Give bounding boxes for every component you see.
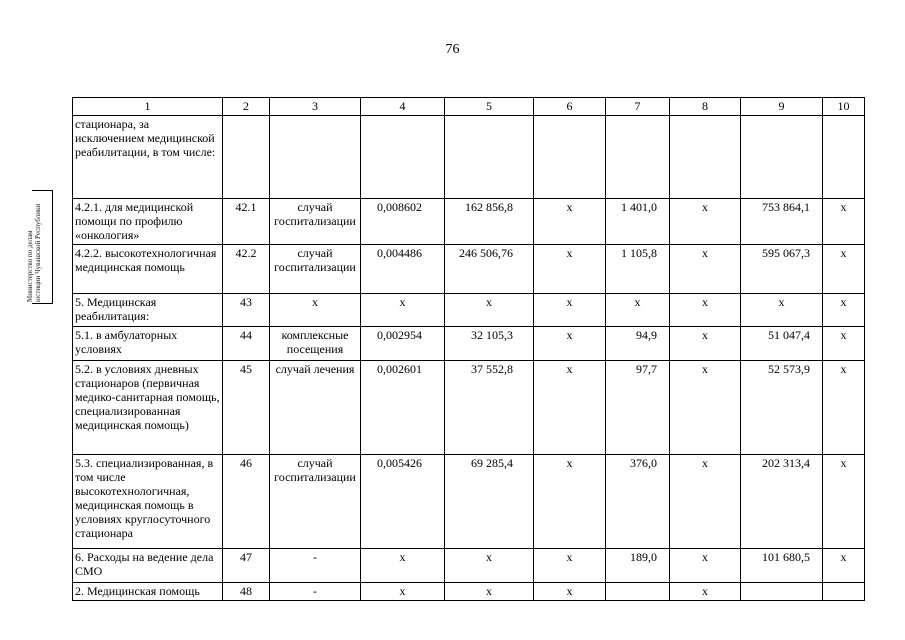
table-cell: 48 bbox=[223, 583, 270, 601]
table-cell: 4.2.2. высокотехнологичная медицинская помощь bbox=[73, 245, 223, 294]
table-cell: стационара, за исключением медицинской реабилитации, в том числе: bbox=[73, 116, 223, 199]
table-cell: х bbox=[445, 294, 534, 327]
table-cell: 69 285,4 bbox=[445, 455, 534, 549]
table-cell: х bbox=[670, 455, 741, 549]
data-table bbox=[72, 97, 865, 601]
table-cell: х bbox=[361, 583, 445, 601]
table-cell: х bbox=[534, 199, 606, 245]
table-cell: комплексные посещения bbox=[270, 327, 361, 361]
table-row bbox=[73, 455, 865, 549]
table-cell: х bbox=[823, 245, 865, 294]
table-cell: х bbox=[534, 583, 606, 601]
table-cell: х bbox=[741, 294, 823, 327]
table-cell: х bbox=[606, 294, 670, 327]
header-cell: 6 bbox=[534, 98, 606, 116]
table-cell: 595 067,3 bbox=[741, 245, 823, 294]
table-cell: случай госпитализации bbox=[270, 455, 361, 549]
table-cell: х bbox=[670, 583, 741, 601]
table-cell: 42.2 bbox=[223, 245, 270, 294]
table-cell: 189,0 bbox=[606, 549, 670, 583]
table-cell: 5.3. специализированная, в том числе высокотехнологичная, медицинская помощь в условиях круглосуточного стационара bbox=[73, 455, 223, 549]
table-cell bbox=[223, 116, 270, 199]
table-cell: х bbox=[670, 549, 741, 583]
table-cell bbox=[606, 116, 670, 199]
stamp-line-1: Министерство по делам bbox=[26, 230, 34, 302]
table-cell: 0,008602 bbox=[361, 199, 445, 245]
table-cell: 1 105,8 bbox=[606, 245, 670, 294]
table-row bbox=[73, 549, 865, 583]
table-cell bbox=[741, 583, 823, 601]
table-cell: х bbox=[670, 245, 741, 294]
table-cell: х bbox=[534, 327, 606, 361]
table-cell: случай лечения bbox=[270, 361, 361, 455]
table-cell: х bbox=[361, 294, 445, 327]
table-cell: 44 bbox=[223, 327, 270, 361]
stamp-text bbox=[26, 204, 42, 302]
header-cell: 8 bbox=[670, 98, 741, 116]
table-cell: 0,004486 bbox=[361, 245, 445, 294]
table-cell: 97,7 bbox=[606, 361, 670, 455]
table-cell bbox=[823, 116, 865, 199]
table-cell: х bbox=[534, 361, 606, 455]
table-cell: 376,0 bbox=[606, 455, 670, 549]
table-cell bbox=[361, 116, 445, 199]
table-cell: х bbox=[670, 361, 741, 455]
table-cell: х bbox=[670, 327, 741, 361]
table-cell: 101 680,5 bbox=[741, 549, 823, 583]
table-cell: х bbox=[823, 327, 865, 361]
table-cell: 5. Медицинская реабилитация: bbox=[73, 294, 223, 327]
table-cell: 1 401,0 bbox=[606, 199, 670, 245]
table-cell: 32 105,3 bbox=[445, 327, 534, 361]
table-cell: 0,005426 bbox=[361, 455, 445, 549]
table-cell: - bbox=[270, 583, 361, 601]
table-cell: 162 856,8 bbox=[445, 199, 534, 245]
table-cell: х bbox=[670, 294, 741, 327]
table-cell: х bbox=[270, 294, 361, 327]
stamp-line-2: юстиции Чувашской Республики bbox=[34, 203, 42, 302]
table-header-row bbox=[73, 98, 865, 116]
table-cell: 47 bbox=[223, 549, 270, 583]
header-cell: 1 bbox=[73, 98, 223, 116]
page-number: 76 bbox=[445, 42, 460, 57]
header-cell: 2 bbox=[223, 98, 270, 116]
header-cell: 9 bbox=[741, 98, 823, 116]
table-cell: 46 bbox=[223, 455, 270, 549]
table-cell: случай госпитализации bbox=[270, 245, 361, 294]
table-cell: 6. Расходы на ведение дела СМО bbox=[73, 549, 223, 583]
header-cell: 7 bbox=[606, 98, 670, 116]
table-row bbox=[73, 327, 865, 361]
table-cell: х bbox=[534, 245, 606, 294]
table-cell: 0,002601 bbox=[361, 361, 445, 455]
table-cell bbox=[270, 116, 361, 199]
registration-stamp bbox=[24, 186, 54, 306]
table-row bbox=[73, 583, 865, 601]
header-cell: 10 bbox=[823, 98, 865, 116]
table-cell: х bbox=[361, 549, 445, 583]
table-cell bbox=[606, 583, 670, 601]
table-cell: 5.1. в амбулаторных условиях bbox=[73, 327, 223, 361]
table-cell bbox=[823, 583, 865, 601]
table-cell: х bbox=[823, 361, 865, 455]
table-cell: 246 506,76 bbox=[445, 245, 534, 294]
table-cell: 753 864,1 bbox=[741, 199, 823, 245]
table-row bbox=[73, 116, 865, 199]
table-cell: 51 047,4 bbox=[741, 327, 823, 361]
table-cell: 37 552,8 bbox=[445, 361, 534, 455]
table-row bbox=[73, 199, 865, 245]
table-cell: х bbox=[534, 549, 606, 583]
table-cell: х bbox=[534, 294, 606, 327]
table-cell: 94,9 bbox=[606, 327, 670, 361]
table-row bbox=[73, 245, 865, 294]
table-cell: 42.1 bbox=[223, 199, 270, 245]
table-row bbox=[73, 294, 865, 327]
table-cell: х bbox=[534, 455, 606, 549]
table-cell: х bbox=[823, 455, 865, 549]
table-cell: - bbox=[270, 549, 361, 583]
table-cell: х bbox=[823, 549, 865, 583]
table-cell: х bbox=[445, 583, 534, 601]
table-cell bbox=[741, 116, 823, 199]
table-cell: 0,002954 bbox=[361, 327, 445, 361]
header-cell: 3 bbox=[270, 98, 361, 116]
table-cell bbox=[670, 116, 741, 199]
table-cell: случай госпитализации bbox=[270, 199, 361, 245]
table-row bbox=[73, 361, 865, 455]
table-cell: 2. Медицинская помощь bbox=[73, 583, 223, 601]
table-cell bbox=[534, 116, 606, 199]
table-cell: 4.2.1. для медицинской помощи по профилю «онкология» bbox=[73, 199, 223, 245]
table-cell: 5.2. в условиях дневных стационаров (первичная медико-санитарная помощь, специализированная медицинская помощь) bbox=[73, 361, 223, 455]
table-cell: х bbox=[670, 199, 741, 245]
table-cell: х bbox=[445, 549, 534, 583]
table-cell bbox=[445, 116, 534, 199]
table-cell: 52 573,9 bbox=[741, 361, 823, 455]
header-cell: 5 bbox=[445, 98, 534, 116]
table-cell: 202 313,4 bbox=[741, 455, 823, 549]
table-cell: х bbox=[823, 294, 865, 327]
table-cell: х bbox=[823, 199, 865, 245]
header-cell: 4 bbox=[361, 98, 445, 116]
table-cell: 45 bbox=[223, 361, 270, 455]
table-cell: 43 bbox=[223, 294, 270, 327]
